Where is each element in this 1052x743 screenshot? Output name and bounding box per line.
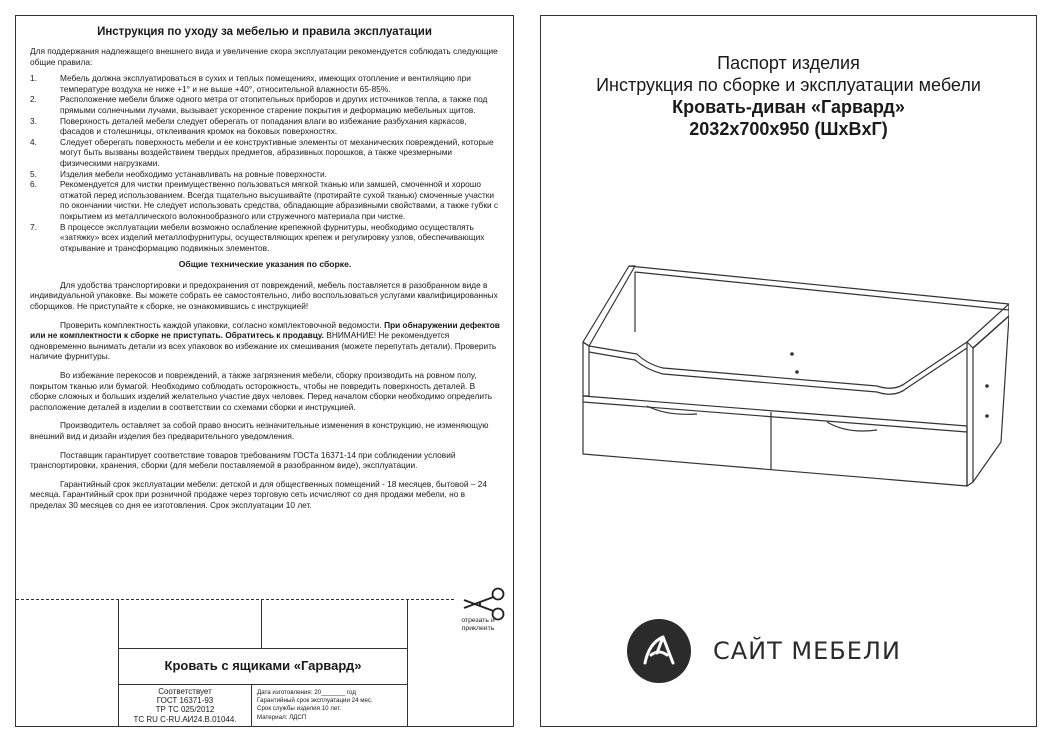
list-item: 7. В процессе эксплуатации мебели возможно ослабление крепежной фурнитуры, необходимо осуществлять «затяжку» всех изделий металлофурнитуры, осуществляющих крепеж и регулировку узлов, обеспечивающих открывание и трансформацию подвижных элементов. [30, 221, 485, 253]
list-item: 5. Изделия мебели необходимо устанавливать на ровные поверхности. [30, 168, 327, 179]
paragraph-delivery: Для удобства транспортировки и предохранения от повреждений, мебель поставляется в разобранном виде в индивидуальной упаковке. Вы можете собрать ее самостоятельно, либо воспользоваться услугами квалифицированных сборщиков. Не приступайте к сборке, не ознакомившись с инструкцией! [30, 279, 498, 312]
list-item: 3. Поверхность деталей мебели следует оберегать от попадания влаги во избежание разбухания каркасов, фасадов и столешницы, отклеивания кромок на боковых поверхностях. [30, 115, 467, 137]
label-standards: Соответствует ГОСТ 16371-93 ТР ТС 025/2012 TC RU C-RU.AИ24.B.01044. [133, 687, 237, 724]
brand-logo-icon [627, 619, 691, 683]
care-instructions-page [15, 15, 514, 727]
list-item: 6. Рекомендуется для чистки преимущественно пользоваться мягкой тканью или замшей, смоченной и хорошо отжатой перед использованием. Всегда тщательно высушивайте (протирайте сухой тканью) смоченные участки по окончании чистки. Не следует использовать средства, обладающие абразивными свойствами, а также губки с покрытием из металлического волокнообразного или стружечного материала при чистке. [30, 179, 499, 221]
list-item: 2. Расположение мебели ближе одного метра от отопительных приборов и других источников тепла, а также под прямыми солнечными лучами, вызывает ускоренное старение покрытия и деформацию мебельных щитов. [30, 94, 488, 115]
passport-subtitle: Инструкция по сборке и эксплуатации мебели [596, 75, 981, 95]
product-dimensions: 2032x700x950 (ШxВxГ) [689, 119, 888, 139]
care-text [30, 46, 500, 519]
label-dates: Дата изготовления: 20_______ год Гарантийный срок эксплуатации 24 мес. Срок службы изделия 10 лет. Материал: ЛДСП [257, 689, 373, 721]
care-rules-list [30, 73, 500, 253]
bed-drawing [577, 246, 1009, 496]
assembly-heading: Общие технические указания по сборке. [178, 259, 352, 270]
product-name: Кровать-диван «Гарвард» [672, 97, 905, 117]
list-item: 1. Мебель должна эксплуатироваться в сухих и теплых помещениях, имеющих отопление и вентиляцию при температуре воздуха не ниже +1° и не выше +40°, относительной влажности 65-85%. [30, 73, 471, 94]
passport-line: Паспорт изделия [717, 53, 860, 73]
cut-note: отрезать и приклеить [461, 617, 495, 632]
paragraph-warranty-period: Гарантийный срок эксплуатации мебели: детской и для общественных помещений - 18 месяцев, бытовой – 24 месяца. Гарантийный срок при розничной продаже через торговую сеть исчисляют со дня продажи мебели, но в пределах 30 месяцев со дня ее изготовления. Срок эксплуатации 10 лет. [30, 478, 487, 510]
list-item: 4. Следует оберегать поверхность мебели и ее конструктивные элементы от механических повреждений, которые могут быть вызваны воздействием твердых предметов, абразивных порошков, а также чрезмерными физическими нагрузками. [30, 136, 494, 168]
passport-title [541, 52, 1036, 140]
care-intro: Для поддержания надлежащего внешнего вида и увеличение скора эксплуатации рекомендуется соблюдать следующие общие правила: [30, 46, 498, 67]
paragraph-changes: Производитель оставляет за собой право вносить незначительные изменения в конструкцию, не изменяющую внешний вид и дизайн изделия без предварительного уведомления. [30, 420, 489, 441]
paragraph-assembly: Во избежание перекосов и повреждений, а также загрязнения мебели, сборку производить на ровном полу, покрытом тканью или бумагой. Необходимо соблюдать осторожность, чтобы не повредить поверхность деталей. В сборке сложных и больших изделий желательно участие двух человек. Перед началом сборки необходимо определить расположение деталей в изделии в соответствии со схемами сборки и инструкцией. [30, 370, 493, 412]
product-label [118, 600, 408, 727]
care-title: Инструкция по уходу за мебелью и правила эксплуатации [97, 26, 432, 38]
passport-cover-page [540, 15, 1037, 727]
brand-name: САЙТ МЕБЕЛИ [713, 637, 901, 665]
label-product-name: Кровать с ящиками «Гарвард» [164, 658, 362, 673]
paragraph-guarantee: Поставщик гарантирует соответствие товаров требованиям ГОСТа 16371-14 при соблюдении условий транспортировки, хранения, сборки (для мебели поставляемой в разобранном виде), эксплуатации. [30, 449, 456, 471]
paragraph-completeness: Проверить комплектность каждой упаковки, согласно комплектовочной ведомости. При обнаружении дефектов или не комплектности к сборке не приступать. Обратитесь к продавцу. ВНИМАНИЕ! Не рекомендуется одновременно вынимать детали из всех упаковок во избежание их смешивания (можете перепутать детали). Проверить наличие фурнитуры. [30, 319, 500, 362]
brand-block [627, 618, 947, 684]
